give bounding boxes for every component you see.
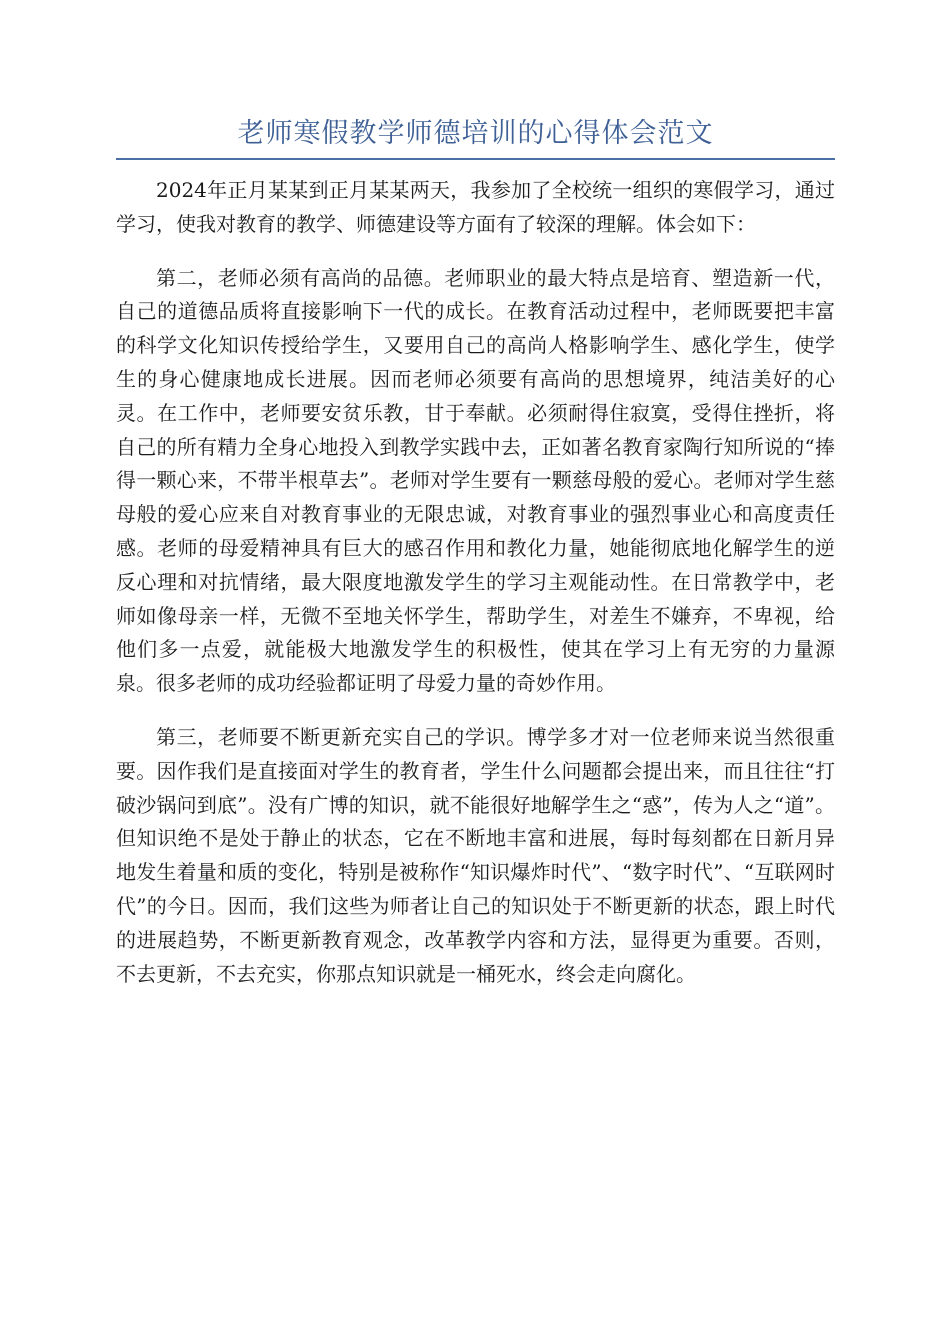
paragraph-intro: 2024年正月某某到正月某某两天，我参加了全校统一组织的寒假学习，通过学习，使我对教育的教学、师德建设等方面有了较深的理解。体会如下： bbox=[116, 178, 835, 236]
page-title: 老师寒假教学师德培训的心得体会范文 bbox=[237, 118, 714, 149]
title-block bbox=[116, 112, 835, 160]
document-body bbox=[116, 174, 835, 1011]
paragraph-third-point: 第三，老师要不断更新充实自己的学识。博学多才对一位老师来说当然很重要。因作我们是直接面对学生的教育者，学生什么问题都会提出来，而且往往“打破沙锅问到底”。没有广博的知识，就不能很好地解学生之“惑”，传为人之“道”。但知识绝不是处于静止的状态，它在不断地丰富和进展，每时每刻都在日新月异地发生着量和质的变化，特别是被称作“知识爆炸时代”、“数字时代”、“互联网时代”的今日。因而，我们这些为师者让自己的知识处于不断更新的状态，跟上时代的进展趋势，不断更新教育观念，改革教学内容和方法，显得更为重要。否则，不去更新，不去充实，你那点知识就是一桶死水，终会走向腐化。 bbox=[116, 724, 835, 986]
paragraph-second-point: 第二，老师必须有高尚的品德。老师职业的最大特点是培育、塑造新一代，自己的道德品质将直接影响下一代的成长。在教育活动过程中，老师既要把丰富的科学文化知识传授给学生，又要用自己的高尚人格影响学生、感化学生，使学生的身心健康地成长进展。因而老师必须要有高尚的思想境界，纯洁美好的心灵。在工作中，老师要安贫乐教，甘于奉献。必须耐得住寂寞，受得住挫折，将自己的所有精力全身心地投入到教学实践中去，正如著名教育家陶行知所说的“捧得一颗心来，不带半根草去”。老师对学生要有一颗慈母般的爱心。老师对学生慈母般的爱心应来自对教育事业的无限忠诚，对教育事业的强烈事业心和高度责任感。老师的母爱精神具有巨大的感召作用和教化力量，她能彻底地化解学生的逆反心理和对抗情绪，最大限度地激发学生的学习主观能动性。在日常教学中，老师如像母亲一样，无微不至地关怀学生，帮助学生，对差生不嫌弃，不卑视，给他们多一点爱，就能极大地激发学生的积极性，使其在学习上有无穷的力量源泉。很多老师的成功经验都证明了母爱力量的奇妙作用。 bbox=[116, 265, 835, 696]
